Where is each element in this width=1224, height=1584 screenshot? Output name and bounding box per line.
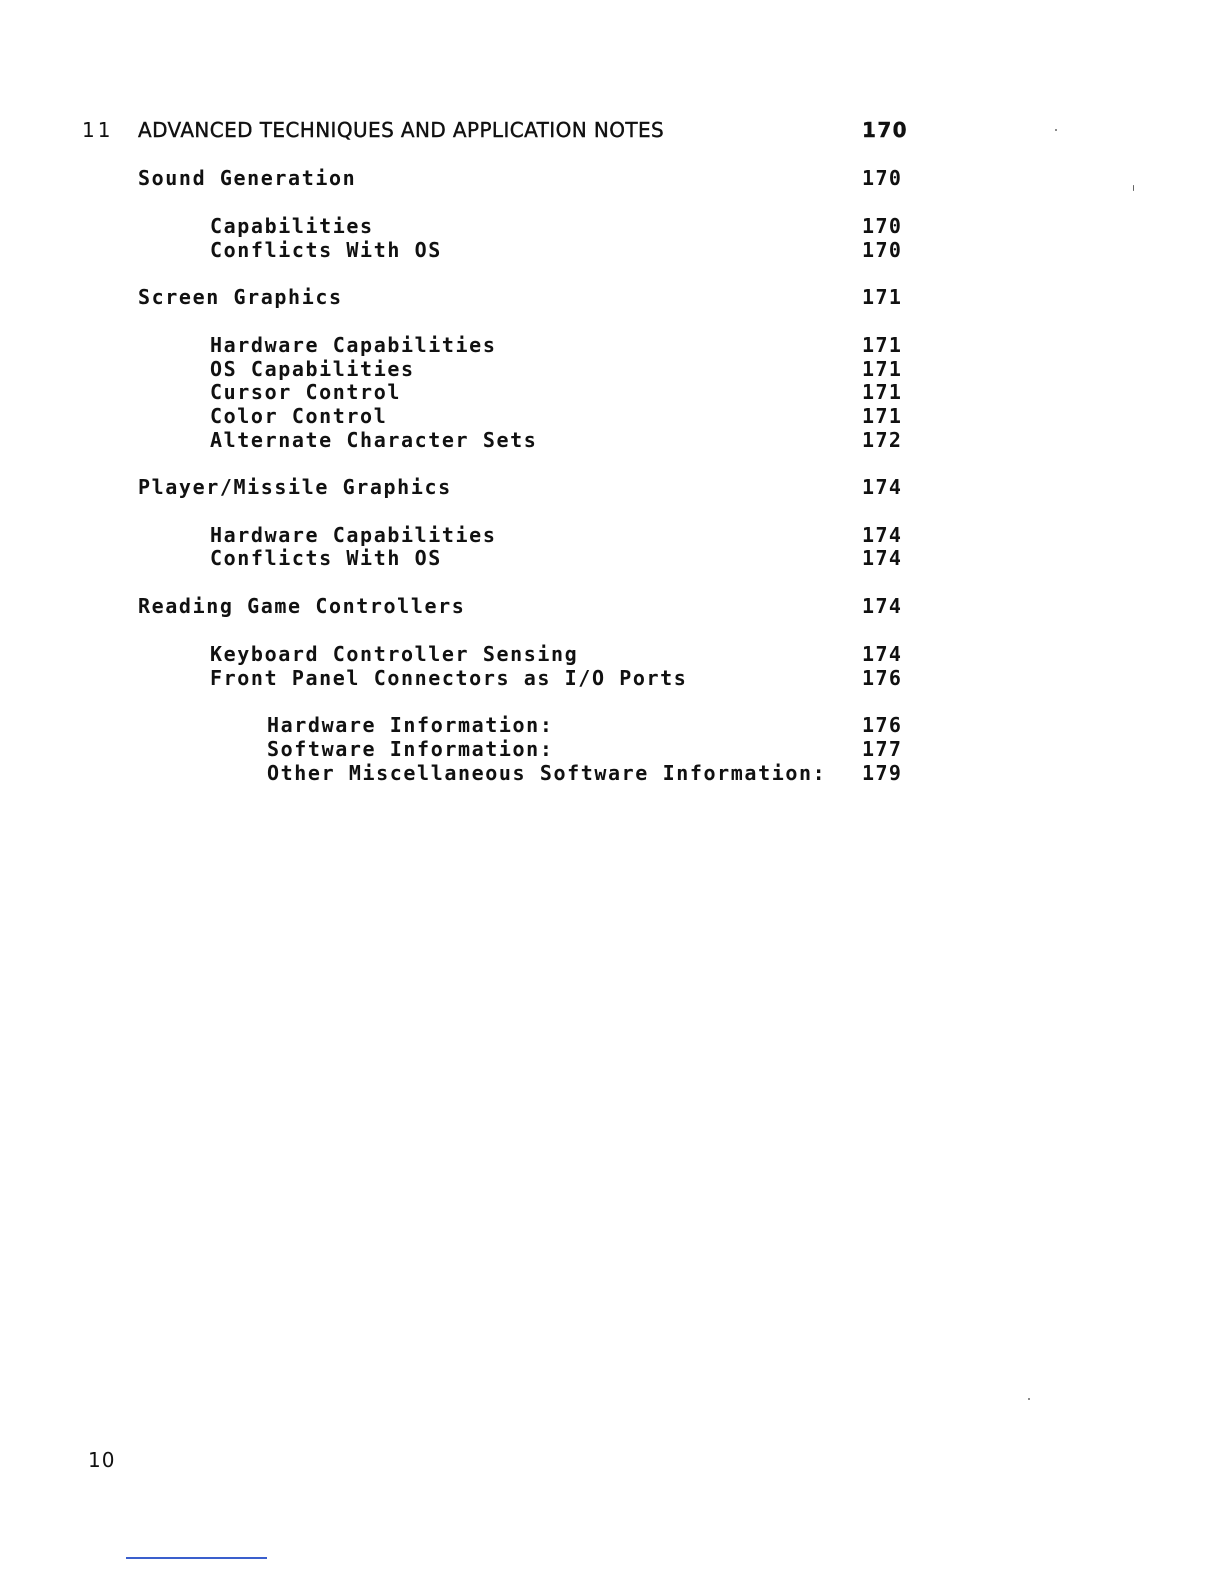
subitem-title-software-information: Software Information: [267, 737, 554, 761]
item-page-os-capabilities: 171 [862, 357, 903, 381]
item-title-keyboard-controller-sensing: Keyboard Controller Sensing [210, 642, 579, 666]
item-page-cursor-control: 171 [862, 380, 903, 404]
section-page-player-missile-graphics: 174 [862, 475, 903, 499]
item-title-cursor-control: Cursor Control [210, 380, 401, 404]
section-page-reading-game-controllers: 174 [862, 594, 903, 618]
subitem-title-other-misc-software-information: Other Miscellaneous Software Information: [267, 761, 827, 785]
chapter-title: ADVANCED TECHNIQUES AND APPLICATION NOTES [138, 118, 665, 142]
item-page-pm-hardware-capabilities: 174 [862, 523, 903, 547]
section-title-reading-game-controllers: Reading Game Controllers [138, 594, 466, 618]
chapter-page: 170 [862, 118, 908, 142]
footer-rule [126, 1557, 267, 1559]
item-page-hardware-capabilities: 171 [862, 333, 903, 357]
section-title-player-missile-graphics: Player/Missile Graphics [138, 475, 452, 499]
item-title-hardware-capabilities: Hardware Capabilities [210, 333, 497, 357]
section-page-sound-generation: 170 [862, 166, 903, 190]
chapter-number: 11 [82, 118, 114, 142]
scan-speck [1133, 185, 1134, 191]
item-page-conflicts-with-os: 170 [862, 238, 903, 262]
subitem-page-other-misc-software-information: 179 [862, 761, 903, 785]
item-title-capabilities: Capabilities [210, 214, 374, 238]
footer-page-number: 10 [88, 1448, 116, 1472]
section-title-screen-graphics: Screen Graphics [138, 285, 343, 309]
section-title-sound-generation: Sound Generation [138, 166, 357, 190]
subitem-page-software-information: 177 [862, 737, 903, 761]
item-page-keyboard-controller-sensing: 174 [862, 642, 903, 666]
item-title-alternate-character-sets: Alternate Character Sets [210, 428, 538, 452]
item-page-pm-conflicts-with-os: 174 [862, 546, 903, 570]
item-title-front-panel-connectors: Front Panel Connectors as I/O Ports [210, 666, 688, 690]
item-title-conflicts-with-os: Conflicts With OS [210, 238, 442, 262]
item-page-front-panel-connectors: 176 [862, 666, 903, 690]
item-title-os-capabilities: OS Capabilities [210, 357, 415, 381]
subitem-title-hardware-information: Hardware Information: [267, 713, 554, 737]
item-page-capabilities: 170 [862, 214, 903, 238]
item-page-alternate-character-sets: 172 [862, 428, 903, 452]
item-title-pm-conflicts-with-os: Conflicts With OS [210, 546, 442, 570]
item-title-color-control: Color Control [210, 404, 388, 428]
item-title-pm-hardware-capabilities: Hardware Capabilities [210, 523, 497, 547]
item-page-color-control: 171 [862, 404, 903, 428]
scan-speck [1055, 129, 1057, 131]
scan-speck [1028, 1398, 1030, 1400]
subitem-page-hardware-information: 176 [862, 713, 903, 737]
section-page-screen-graphics: 171 [862, 285, 903, 309]
